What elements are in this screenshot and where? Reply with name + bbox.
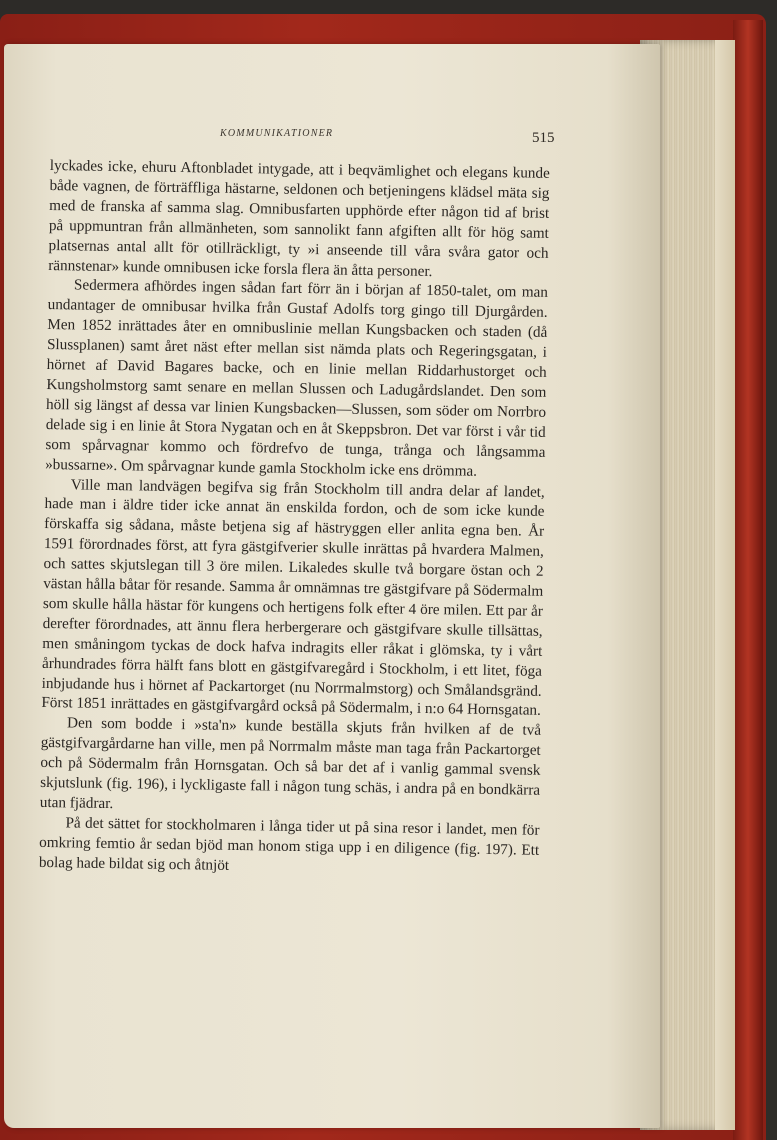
paragraph-2: Sedermera afhördes ingen sådan fart förr än i början af 1850-talet, om man undantager de omnibusar hvilka från Gustaf Adolfs torg gingo till Djurgården. Men 1852 inrättades åter en omnibuslinie mellan Kungsbacken och staden (då Slussplanen) samt året näst efter mellan sist nämda plats och Regeringsgatan, i hörnet af David Bagares backe, och en linie mellan Riddarhustorget och Kungsholmstorg samt senare en mellan Slussen och Ladugårdslandet. Den som höll sig längst af dessa var linien Kungsbacken—Slussen, som söder om Norrbro delade sig i en linie åt Stora Nygatan och en åt Skeppsbron. Det var först i vår tid som spårvagnar kommo och fördrefvo de tunga, trånga och långsamma »bussarne». Om spårvagnar kunde gamla Stockholm icke ens drömma. <box>45 276 549 480</box>
paragraph-5: På det sättet for stockholmaren i långa tider ut på sina resor i landet, men för omkring femtio år sedan bjöd man honom stiga upp i en diligence (fig. 197). Ett bolag hade bildat sig och åtnjöt <box>38 814 540 874</box>
book-page <box>4 44 660 1128</box>
paragraph-4: Den som bodde i »sta'n» kunde beställa skjuts från hvilken af de två gästgifvargårdarne han ville, men på Norrmalm måste man taga från Packartorget och på Södermalm från Hornsgatan. Och så bar det af i vanlig gammal svensk skjutslunk (fig. 196), i lyckligaste fall i någon tung schäs, i andra på en bondkärra utan fjädrar. <box>39 714 542 813</box>
paragraph-3: Ville man landvägen begifva sig från Stockholm till andra delar af landet, hade man i äldre tider icke annat än enskilda fordon, och de som icke kunde förskaffa sig sådana, måste betjena sig af hästryggen eller anlita egna ben. År 1591 förordnades först, att fyra gästgifverier skulle inrättas på hvardera Malmen, och sattes skjutslegan till 3 öre milen. Likaledes skulle två borgare östan och 2 västan hålla båtar för resande. Samma år omnämnas tre gästgifvare på Södermalm som skulle hålla hästar för kungens och hertigens folk efter 4 öre milen. Ett par år derefter förordnades, att ännu flera herbergerare och gästgifvare skulle tillsättas, men småningom tyckas de dock hafva indragits eller råkat i glömska, ty i vårt århundrades förra hälft fans blott en gästgifvaregård i Stockholm, i ett litet, föga inbjudande hus i hörnet af Packartorget (nu Norrmalmstorg) och Smålandsgränd. Först 1851 inrättades en gästgifvargård också på Södermalm, i n:o 64 Hornsgatan. <box>41 475 545 720</box>
page-number: 515 <box>532 130 555 146</box>
paragraph-1: lyckades icke, ehuru Aftonbladet intygade, att i beqvämlighet och elegans kunde både vagnen, de förträffliga hästarne, seldonen och betjeningens klädsel mäta sig med de franska af samma slag. Omnibusfarten upphörde efter någon tid af brist på uppmuntran från allmänheten, som sannolikt fann afgiften allt för hög samt platsernas antal allt för otillräckligt, ty »i anseende till våra svåra gator och rännstenar» kunde omnibusen icke forsla flera än åtta personer. <box>48 156 550 280</box>
cover-edge <box>733 20 763 1140</box>
running-title: KOMMUNIKATIONER <box>220 128 334 139</box>
body-text <box>39 156 550 880</box>
